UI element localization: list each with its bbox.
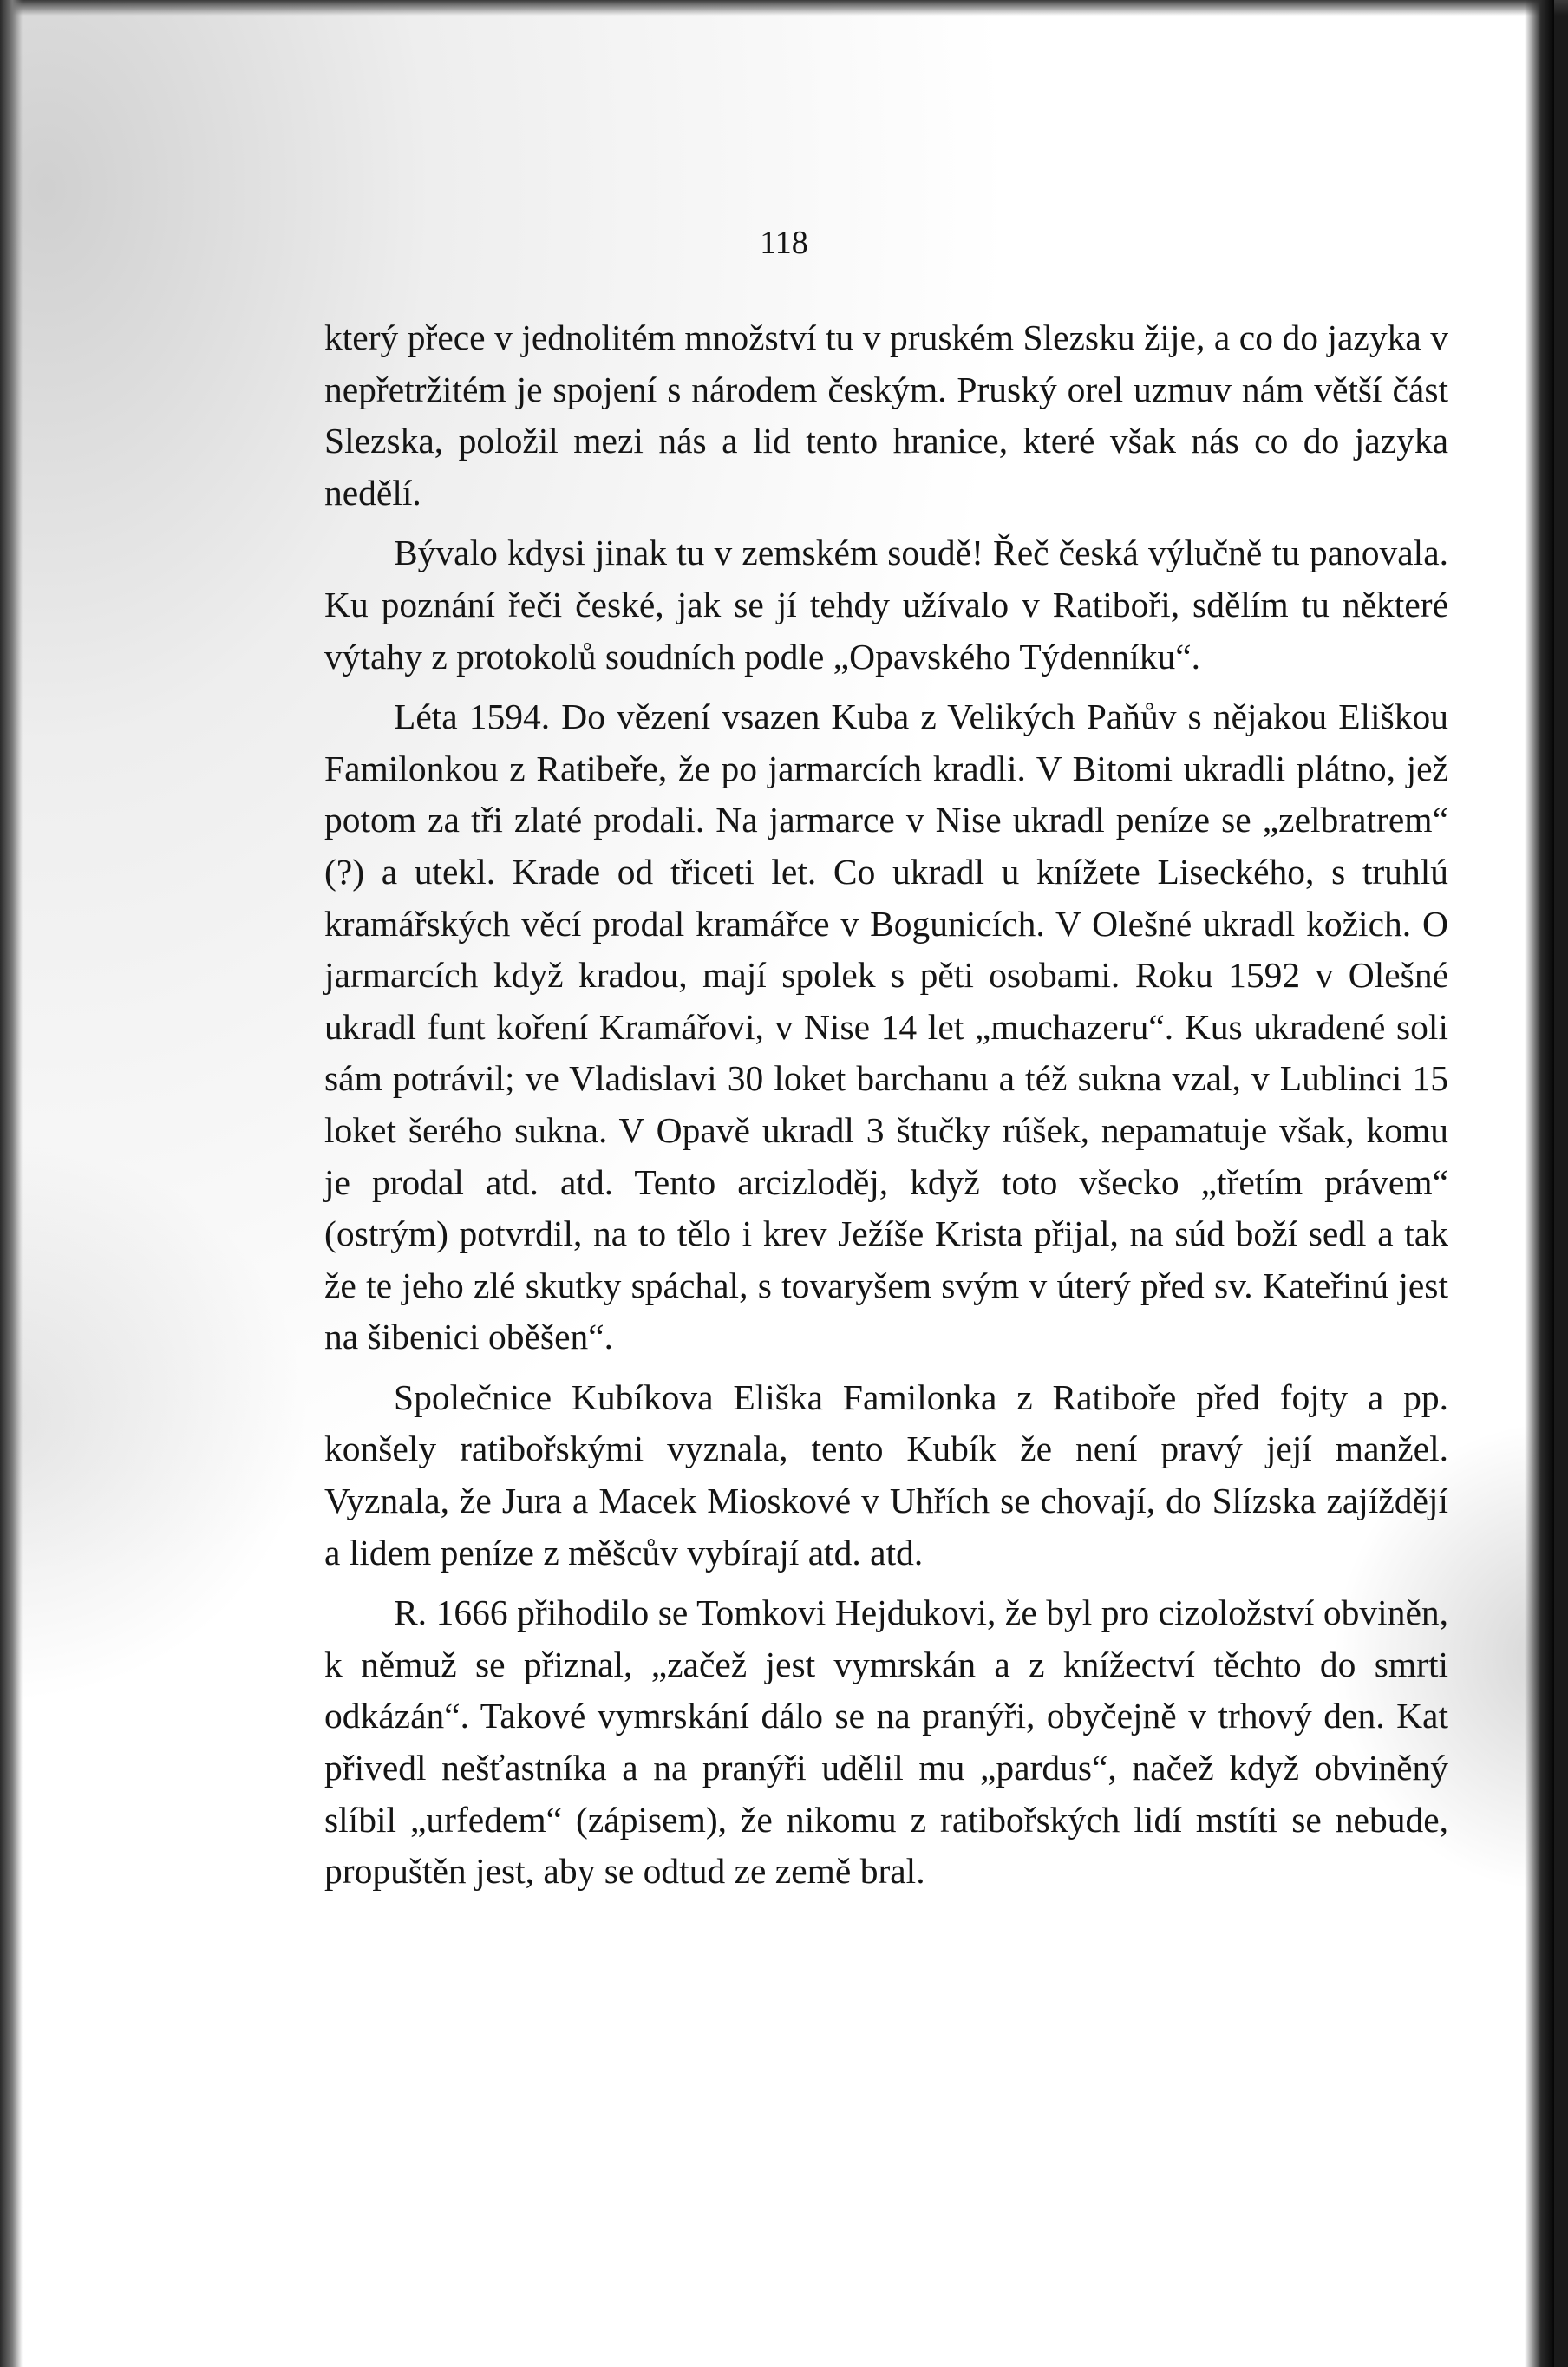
page-top-shadow xyxy=(0,0,1568,16)
page-left-shadow xyxy=(0,0,23,2367)
body-text xyxy=(324,312,1448,1898)
page-right-edge xyxy=(1525,0,1554,2367)
page-number: 118 xyxy=(760,225,808,261)
paragraph-4: Společnice Kubíkova Eliška Familonka z Ratiboře před fojty a pp. konšely ratibořskými vyznala, tento Kubík že není pravý její manžel. Vyznala, že Jura a Macek Mioskové v Uhřích se chovají, do Slízska zajíždějí a lidem peníze z měšcův vybírají atd. atd. xyxy=(324,1376,1448,1573)
paragraph-3: Léta 1594. Do vězení vsazen Kuba z Velikých Paňův s nějakou Eliškou Familonkou z Ratibeře, že po jarmarcích kradli. V Bitomi ukradli plátno, jež potom za tři zlaté prodali. Na jarmarce v Nise ukradl peníze se „zelbratrem“ (?) a utekl. Krade od třiceti let. Co ukradl u knížete Liseckého, s truhlú kramářských věcí prodal kramářce v Bogunicích. V Olešné ukradl kožich. O jarmarcích když kradou, mají spolek s pěti osobami. Roku 1592 v Olešné ukradl funt koření Kramářovi, v Nise 14 let „muchazeru“. Kus ukradené soli sám potrávil; ve Vladislavi 30 loket barchanu a též sukna vzal, v Lublinci 15 loket šerého sukna. V Opavě ukradl 3 štučky rúšek, nepamatuje však, komu je prodal atd. atd. Tento arcizloděj, když toto všecko „třetím právem“ (ostrým) potvrdil, na to tělo i krev Ježíše Krista přijal, na súd boží sedl a tak že te jeho zlé skutky spáchal, s tovaryšem svým v úterý před sv. Kateřinú jest na šibenici oběšen“. xyxy=(324,696,1448,1357)
paragraph-1: který přece v jednolitém množství tu v pruském Slezsku žije, a co do jazyka v nepřetržitém je spojení s národem českým. Pruský orel uzmuv nám větší část Slezska, položil mezi nás a lid tento hranice, které však nás co do jazyka nedělí. xyxy=(324,317,1448,513)
paragraph-2: Bývalo kdysi jinak tu v zemském soudě! Řeč česká výlučně tu panovala. Ku poznání řeči české, jak se jí tehdy užívalo v Ratiboři, sdělím tu některé výtahy z protokolů soudních podle „Opavského Týdenníku“. xyxy=(324,533,1448,677)
paragraph-5: R. 1666 přihodilo se Tomkovi Hejdukovi, že byl pro cizoložství obviněn, k němuž se přiznal, „začež jest vymrskán a z knížectví těchto do smrti odkázán“. Takové vymrskání dálo se na pranýři, obyčejně v trhový den. Kat přivedl nešťastníka a na pranýři udělil mu „pardus“, načež když obviněný slíbil „urfedem“ (zápisem), že nikomu z ratibořských lidí mstíti se nebude, propuštěn jest, aby se odtud ze země bral. xyxy=(324,1592,1448,1892)
